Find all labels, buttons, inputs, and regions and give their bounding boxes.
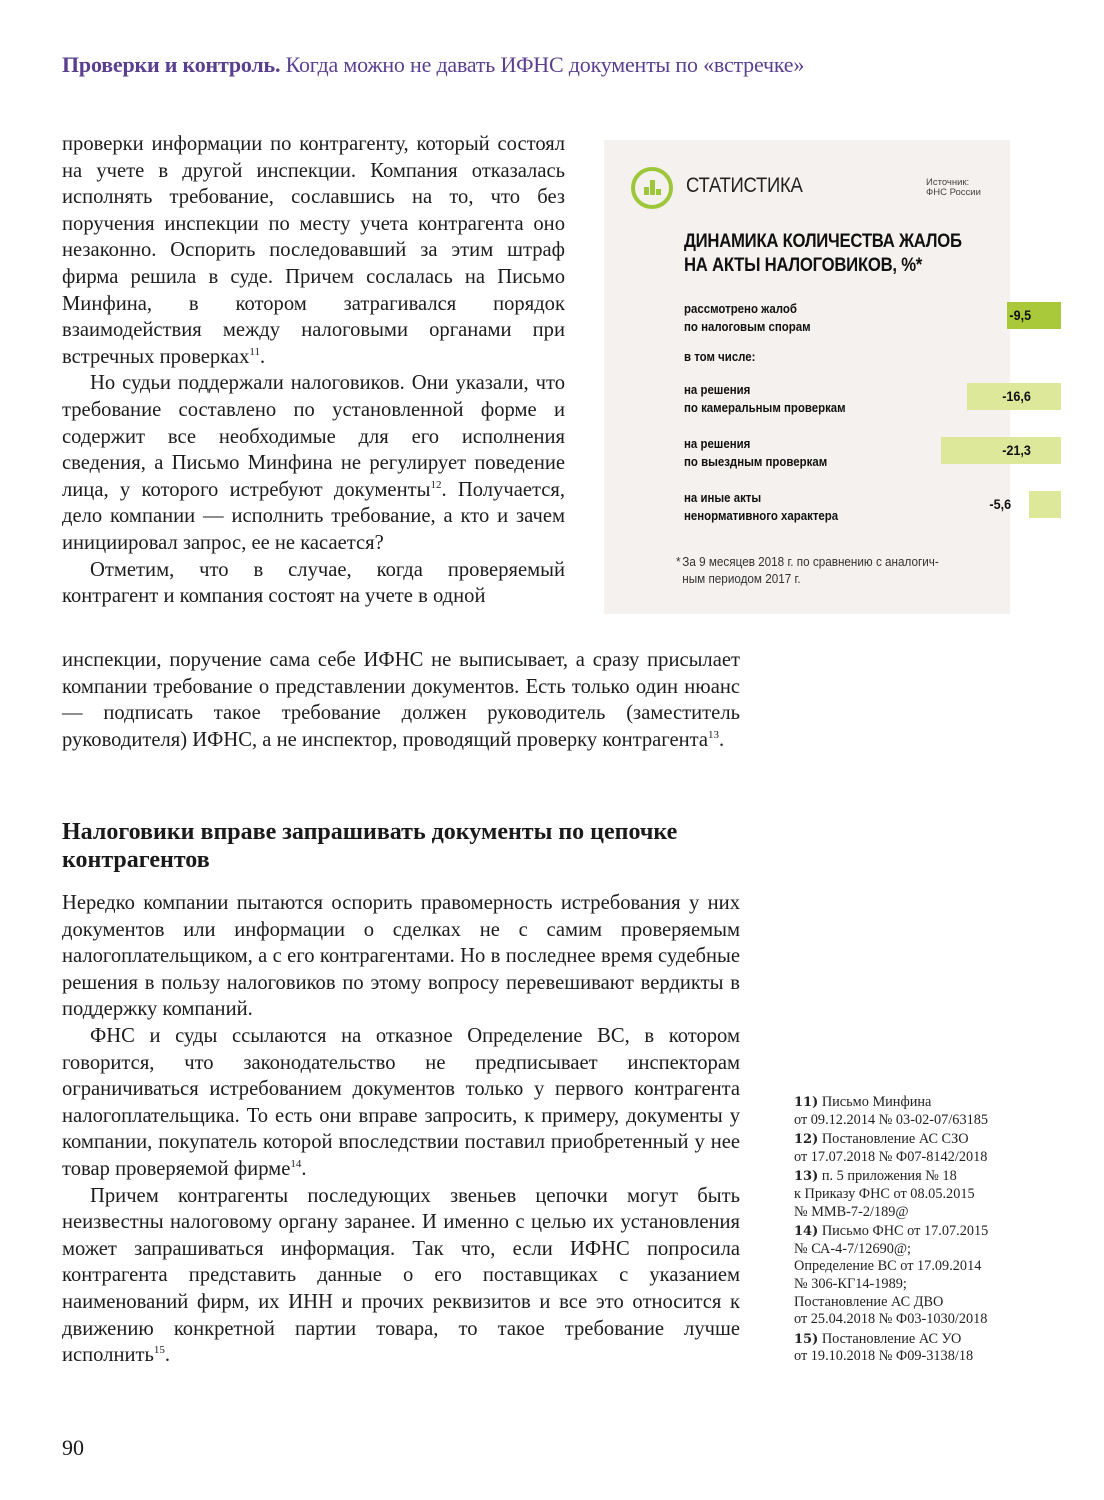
footnote-ref[interactable]: 15 xyxy=(153,1344,165,1357)
footnote-ref[interactable]: 11 xyxy=(249,345,260,358)
chart-row xyxy=(684,381,1031,421)
row-label: на иные акты ненормативного характера xyxy=(684,490,839,523)
row-value: -16,6 xyxy=(1002,388,1031,404)
subheading: в том числе: xyxy=(684,349,756,364)
paragraph: Нередко компании пытаются оспорить правомерность истребования у них документов или информации о сделках не с самим проверяемым налогоплательщиком, а с его контрагентами. Но в последнее время судебные решения в пользу налоговиков по этому вопросу перевешивают вердикты в поддержку компаний. xyxy=(62,892,740,1021)
wide-column xyxy=(62,647,740,753)
statistics-label: СТАТИСТИКА xyxy=(686,174,803,197)
page-number: 90 xyxy=(62,1435,84,1460)
row-value: -5,6 xyxy=(989,496,1011,512)
footnote-ref[interactable]: 12 xyxy=(430,478,442,491)
footnote-11: 11) Письмо Минфина от 09.12.2014 № 03-02-07/63185 xyxy=(794,1094,989,1128)
footnote-13: 13) п. 5 приложения № 18 к Приказу ФНС от 08.05.2015 № ММВ-7-2/189@ xyxy=(794,1168,975,1220)
paragraph: Но судьи поддержали налоговиков. Они указали, что требование составлено по установленной форме и содержит все необходимые для его исполнения сведения, а Письмо Минфина не регулирует поведение лица, у которого истребуют документы$^{12}$. Получается, дело компании — исполнить требование, а кто и зачем инициировал запрос, ее не касается? xyxy=(62,372,566,554)
footnote-15: 15) Постановление АС УО от 19.10.2018 № Ф09-3138/18 xyxy=(794,1330,974,1365)
paragraph: Отметим, что в случае, когда проверяемый контрагент и компания состоят на учете в одной xyxy=(62,558,565,608)
paragraph: Причем контрагенты последующих звеньев цепочки могут быть неизвестны налоговому органу заранее. И именно с целью их установления может запрашиваться информация. Так что, если ИФНС попросила контрагента представить данные о его поставщиках с указанием наименований фирм, их ИНН и прочих реквизитов и все это относится к движению конкретной партии товара, то такое требование лучше исполнить$^{15}$. xyxy=(62,1184,740,1367)
row-label: на решения по камеральным проверкам xyxy=(684,382,846,415)
chart-row xyxy=(684,300,1031,340)
footnote-ref[interactable]: 14 xyxy=(290,1157,302,1170)
paragraph: инспекции, поручение сама себе ИФНС не выписывает, а сразу присылает компании требование о представлении документов. Есть только один нюанс — подписать такое требование должен руководитель (заместитель руководителя) ИФНС, а не инспектор, проводящий проверку контрагента$^{13}$. xyxy=(62,649,740,751)
narrow-column xyxy=(62,131,565,610)
running-head xyxy=(62,52,962,78)
row-label: на решения по выездным проверкам xyxy=(684,436,828,469)
chart-row xyxy=(684,489,1011,529)
source-note: Источник: ФНС России xyxy=(926,177,981,198)
bar-light xyxy=(1029,491,1061,518)
section-heading: Налоговики вправе запрашивать документы по цепочке контрагентов xyxy=(62,819,678,873)
row-value: -9,5 xyxy=(1009,307,1031,323)
footnote-14: 14) Письмо ФНС от 17.07.2015 № СА-4-7/12690@; Определение ВС от 17.09.2014 № 306-КГ14-1989; Постановление АС ДВО от 25.04.2018 № Ф03-1030/2018 xyxy=(794,1223,989,1328)
article-title: Когда можно не давать ИФНС документы по «встречке» xyxy=(285,52,805,77)
paragraph: проверки информации по контрагенту, который состоял на учете в другой инспекции. Компания отказалась исполнять требование, сославшись на то, что без поручения инспекции по месту учета контрагента оно незаконно. Оспорить последовавший за этим штраф фирма решила в суде. Причем сослалась на Письмо Минфина, в котором затрагивался порядок взаимодействия между налоговыми органами при встречных проверках$^{11}$. xyxy=(62,133,565,368)
bar-light xyxy=(941,437,1061,464)
footnote-ref[interactable]: 13 xyxy=(708,728,720,741)
paragraph: ФНС и суды ссылаются на отказное Определение ВС, в котором говорится, что законодательство не предписывает инспекторам ограничиваться истребованием документов только у первого контрагента налогоплательщика. То есть они вправе запросить, к примеру, документы у компании, покупатель которой впоследствии поставил приобретенный у нее товар проверяемой фирме$^{14}$. xyxy=(62,1024,740,1180)
footnote-12: 12) Постановление АС СЗО от 17.07.2018 № Ф07-8142/2018 xyxy=(794,1131,988,1165)
row-value: -21,3 xyxy=(1002,442,1031,458)
footnotes xyxy=(794,1094,1024,1368)
chart-row xyxy=(684,435,1031,475)
bar-chart-icon xyxy=(631,167,673,209)
section-body xyxy=(62,890,740,1369)
section-name: Проверки и контроль. xyxy=(62,52,281,77)
row-label: рассмотрено жалоб по налоговым спорам xyxy=(684,301,811,334)
chart-footnote: * За 9 месяцев 2018 г. по сравнению с аналогич- ным периодом 2017 г. xyxy=(676,554,939,586)
statistics-box xyxy=(604,140,1031,614)
chart-title: ДИНАМИКА КОЛИЧЕСТВА ЖАЛОБ НА АКТЫ НАЛОГОВИКОВ, %* xyxy=(684,231,962,276)
